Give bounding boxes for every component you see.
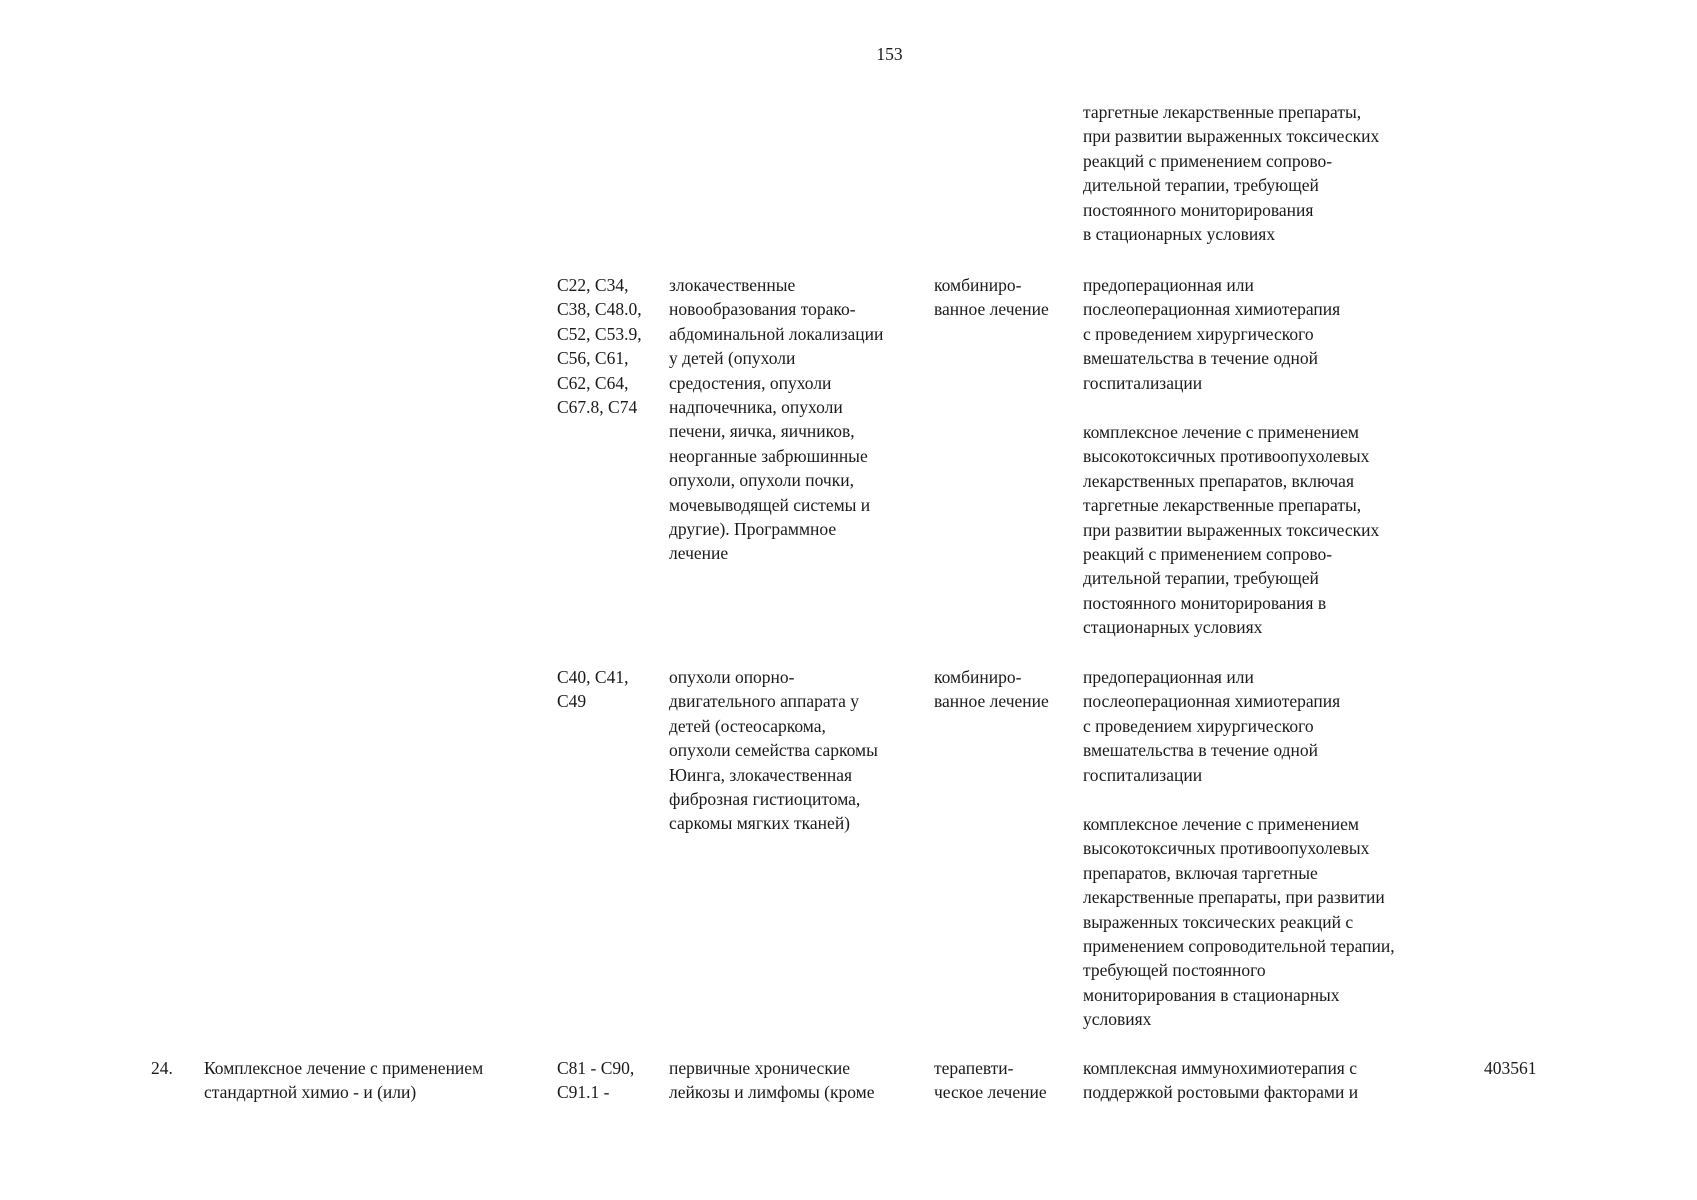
patient-model: первичные хронические лейкозы и лимфомы (кроме [669, 1058, 875, 1103]
icd-codes: C22, C34, C38, C48.0, C52, C53.9, C56, C61, C62, C64, C67.8, C74 [557, 275, 642, 418]
care-type-name: Комплексное лечение с применением стандартной химио - и (или) [204, 1058, 484, 1103]
treatment-method: предоперационная или послеоперационная химиотерапия с проведением хирургического вмешательства в течение одной госпитализации [1083, 667, 1341, 785]
icd-codes: C81 - C90, C91.1 - [557, 1058, 635, 1103]
treatment-type: комбиниро- ванное лечение [934, 667, 1049, 712]
treatment-method: комплексное лечение с применением высокотоксичных противоопухолевых препаратов, включая таргетные лекарственные препараты, при развитии выраженных токсических реакций с применением сопроводительной терапии, требующей постоянного мониторирования в стационарных условиях [1083, 814, 1395, 1030]
page-number: 153 [876, 44, 903, 64]
icd-codes: C40, C41, C49 [557, 667, 629, 712]
treatment-method: комплексная иммунохимиотерапия с поддержкой ростовыми факторами и [1083, 1058, 1359, 1103]
continuation-method-text: таргетные лекарственные препараты, при развитии выраженных токсических реакций с применением сопрово- дительной терапии, требующей постоянного мониторирования в стационарных условиях [1083, 102, 1380, 245]
row-number: 24. [151, 1058, 173, 1078]
patient-model: опухоли опорно- двигательного аппарата у детей (остеосаркома, опухоли семейства саркомы Юинга, злокачественная фиброзная гистиоцитома, саркомы мягких тканей) [669, 667, 878, 834]
treatment-type: комбиниро- ванное лечение [934, 275, 1049, 320]
treatment-type: терапевти- ческое лечение [934, 1058, 1047, 1103]
cost-value: 403561 [1484, 1058, 1537, 1078]
treatment-method: комплексное лечение с применением высокотоксичных противоопухолевых лекарственных препаратов, включая таргетные лекарственные препараты, при развитии выраженных токсических реакций с применением сопрово- дительной терапии, требующей постоянного мониторирования в стационарных условиях [1083, 422, 1380, 638]
treatment-method: предоперационная или послеоперационная химиотерапия с проведением хирургического вмешательства в течение одной госпитализации [1083, 275, 1341, 393]
patient-model: злокачественные новообразования торако- абдоминальной локализации у детей (опухоли средостения, опухоли надпочечника, опухоли печени, яичка, яичников, неорганные забрюшинные опухоли, опухоли почки, мочевыводящей системы и другие). Программное лечение [669, 275, 884, 564]
